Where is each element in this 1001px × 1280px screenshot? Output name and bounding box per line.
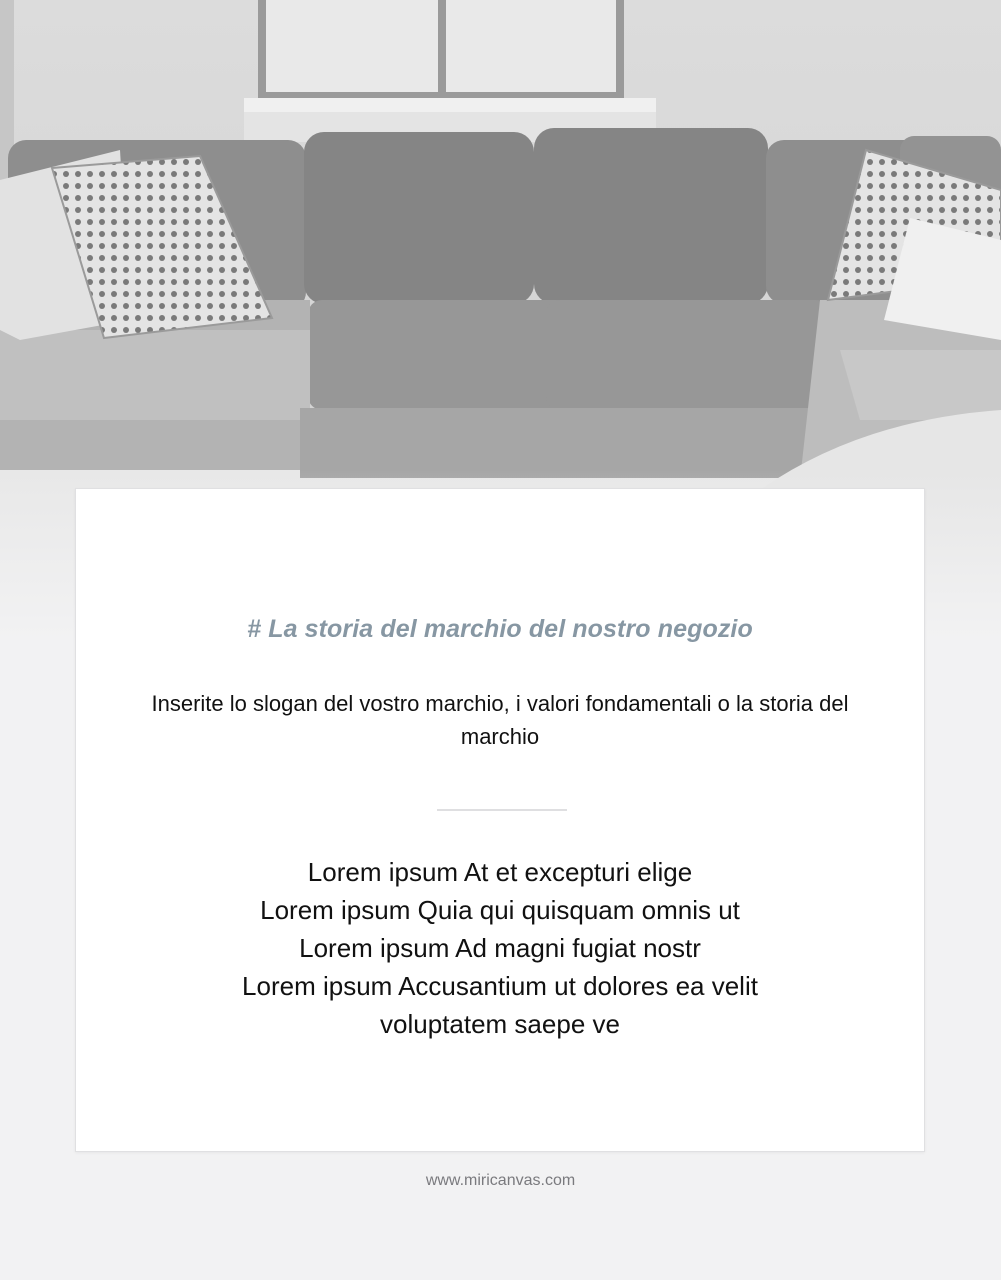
brand-slogan: Inserite lo slogan del vostro marchio, i valori fondamentali o la storia del marchio — [151, 691, 849, 749]
body-line: Lorem ipsum Accusantium ut dolores ea velit — [242, 971, 758, 1001]
body-line: Lorem ipsum At et excepturi elige — [307, 857, 693, 887]
body-text — [116, 853, 884, 1043]
card-heading: # La storia del marchio del nostro negozio — [247, 615, 753, 643]
brand-story-card — [75, 488, 925, 1152]
footer-url: www.miricanvas.com — [425, 1172, 576, 1189]
body-line: voluptatem saepe ve — [380, 1009, 620, 1039]
divider — [437, 809, 567, 811]
body-line: Lorem ipsum Quia qui quisquam omnis ut — [260, 895, 740, 925]
body-line: Lorem ipsum Ad magni fugiat nostr — [299, 933, 701, 963]
